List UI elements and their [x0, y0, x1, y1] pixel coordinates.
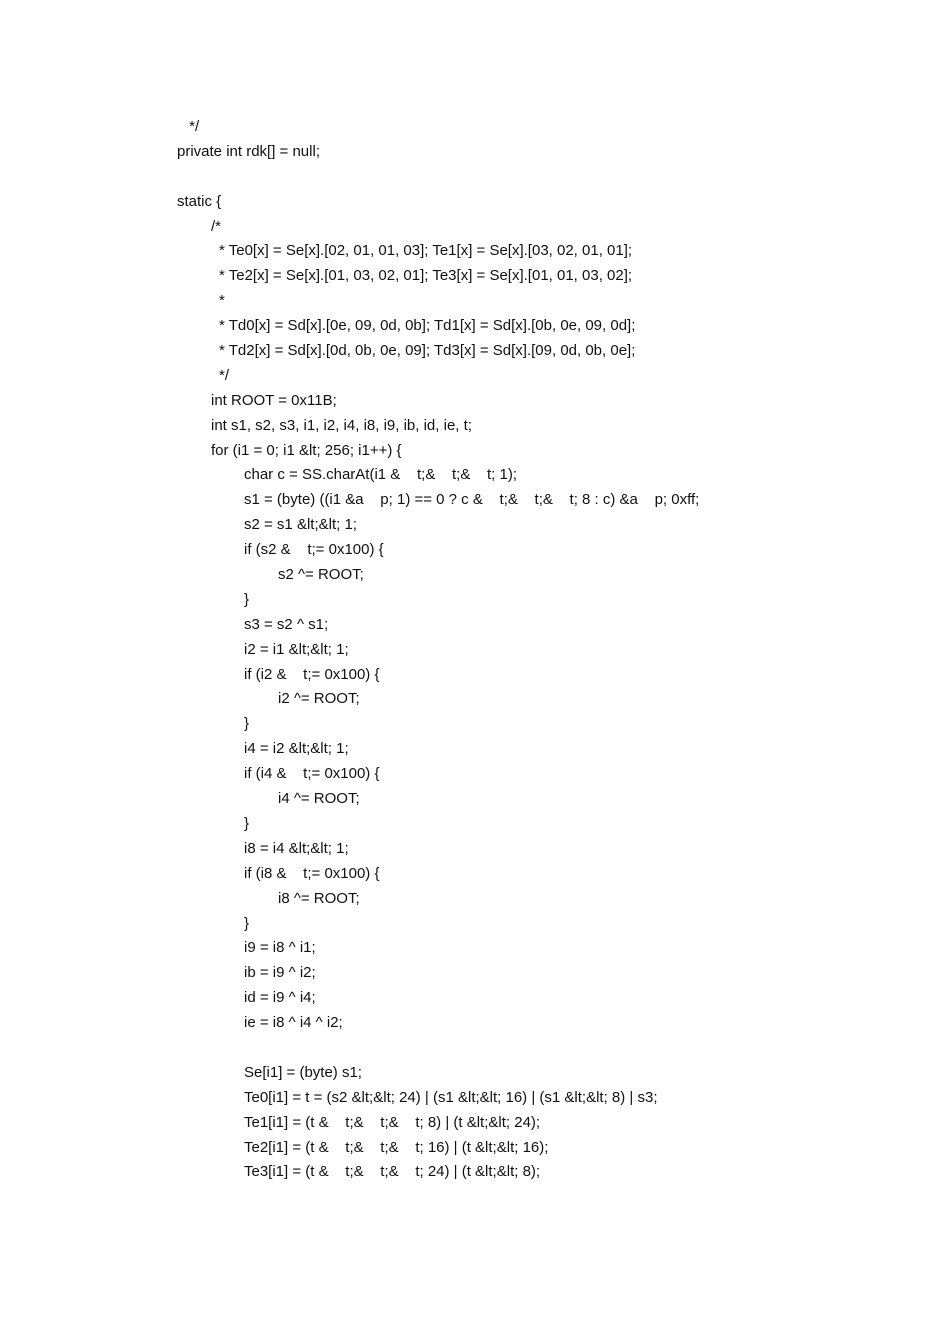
code-line: if (i8 & t;= 0x100) {: [244, 864, 380, 882]
code-line: ib = i9 ^ i2;: [244, 964, 316, 982]
code-line: */: [185, 118, 200, 135]
code-line: s3 = s2 ^ s1;: [244, 615, 329, 633]
code-line: *: [219, 292, 225, 310]
code-line: }: [244, 715, 250, 733]
code-line: if (i4 & t;= 0x100) {: [244, 765, 380, 783]
code-line: i8 ^= ROOT;: [278, 889, 360, 907]
code-line: * Td0[x] = Sd[x].[0e, 09, 0d, 0b]; Td1[x] = Sd[x].[0b, 0e, 09, 0d];: [219, 317, 636, 335]
code-line: * Td2[x] = Sd[x].[0d, 0b, 0e, 09]; Td3[x] = Sd[x].[09, 0d, 0b, 0e];: [219, 342, 636, 360]
code-line: * Te0[x] = Se[x].[02, 01, 01, 03]; Te1[x] = Se[x].[03, 02, 01, 01];: [219, 242, 633, 260]
code-line: i9 = i8 ^ i1;: [244, 939, 316, 957]
code-line: Te2[i1] = (t & t;& t;& t; 16) | (t &lt;&lt; 16);: [244, 1138, 549, 1156]
code-line: ie = i8 ^ i4 ^ i2;: [244, 1014, 343, 1032]
code-page: [177, 115, 877, 1185]
code-line: * Te2[x] = Se[x].[01, 03, 02, 01]; Te3[x] = Se[x].[01, 01, 03, 02];: [219, 267, 633, 285]
code-line: [177, 1036, 877, 1061]
code-line: }: [244, 590, 250, 608]
code-line: i4 ^= ROOT;: [278, 790, 360, 808]
code-line: i2 ^= ROOT;: [278, 690, 360, 708]
code-line: if (s2 & t;= 0x100) {: [244, 541, 384, 559]
code-line: for (i1 = 0; i1 &lt; 256; i1++) {: [211, 441, 402, 459]
code-line: Se[i1] = (byte) s1;: [244, 1063, 362, 1081]
code-line: if (i2 & t;= 0x100) {: [244, 665, 380, 683]
code-line: id = i9 ^ i4;: [244, 989, 316, 1007]
code-line: int ROOT = 0x11B;: [211, 391, 337, 409]
code-line: s2 = s1 &lt;&lt; 1;: [244, 516, 357, 534]
code-line: i2 = i1 &lt;&lt; 1;: [244, 640, 349, 658]
code-line: }: [244, 914, 250, 932]
code-line: [177, 165, 877, 190]
code-line: /*: [211, 217, 222, 235]
code-line: }: [244, 814, 250, 832]
code-line: Te3[i1] = (t & t;& t;& t; 24) | (t &lt;&lt; 8);: [244, 1163, 541, 1181]
code-line: i4 = i2 &lt;&lt; 1;: [244, 740, 349, 758]
code-line: s2 ^= ROOT;: [278, 566, 364, 584]
code-line: int s1, s2, s3, i1, i2, i4, i8, i9, ib, id, ie, t;: [211, 416, 472, 434]
code-line: Te1[i1] = (t & t;& t;& t; 8) | (t &lt;&lt; 24);: [244, 1113, 541, 1131]
code-line: private int rdk[] = null;: [177, 142, 320, 160]
code-line: Te0[i1] = t = (s2 &lt;&lt; 24) | (s1 &lt;&lt; 16) | (s1 &lt;&lt; 8) | s3;: [244, 1088, 658, 1106]
code-line: static {: [177, 192, 222, 210]
code-line: s1 = (byte) ((i1 &a p; 1) == 0 ? c & t;& t;& t; 8 : c) &a p; 0xff;: [244, 491, 700, 509]
code-line: */: [219, 366, 230, 384]
code-line: char c = SS.charAt(i1 & t;& t;& t; 1);: [244, 466, 518, 484]
code-line: i8 = i4 &lt;&lt; 1;: [244, 839, 349, 857]
